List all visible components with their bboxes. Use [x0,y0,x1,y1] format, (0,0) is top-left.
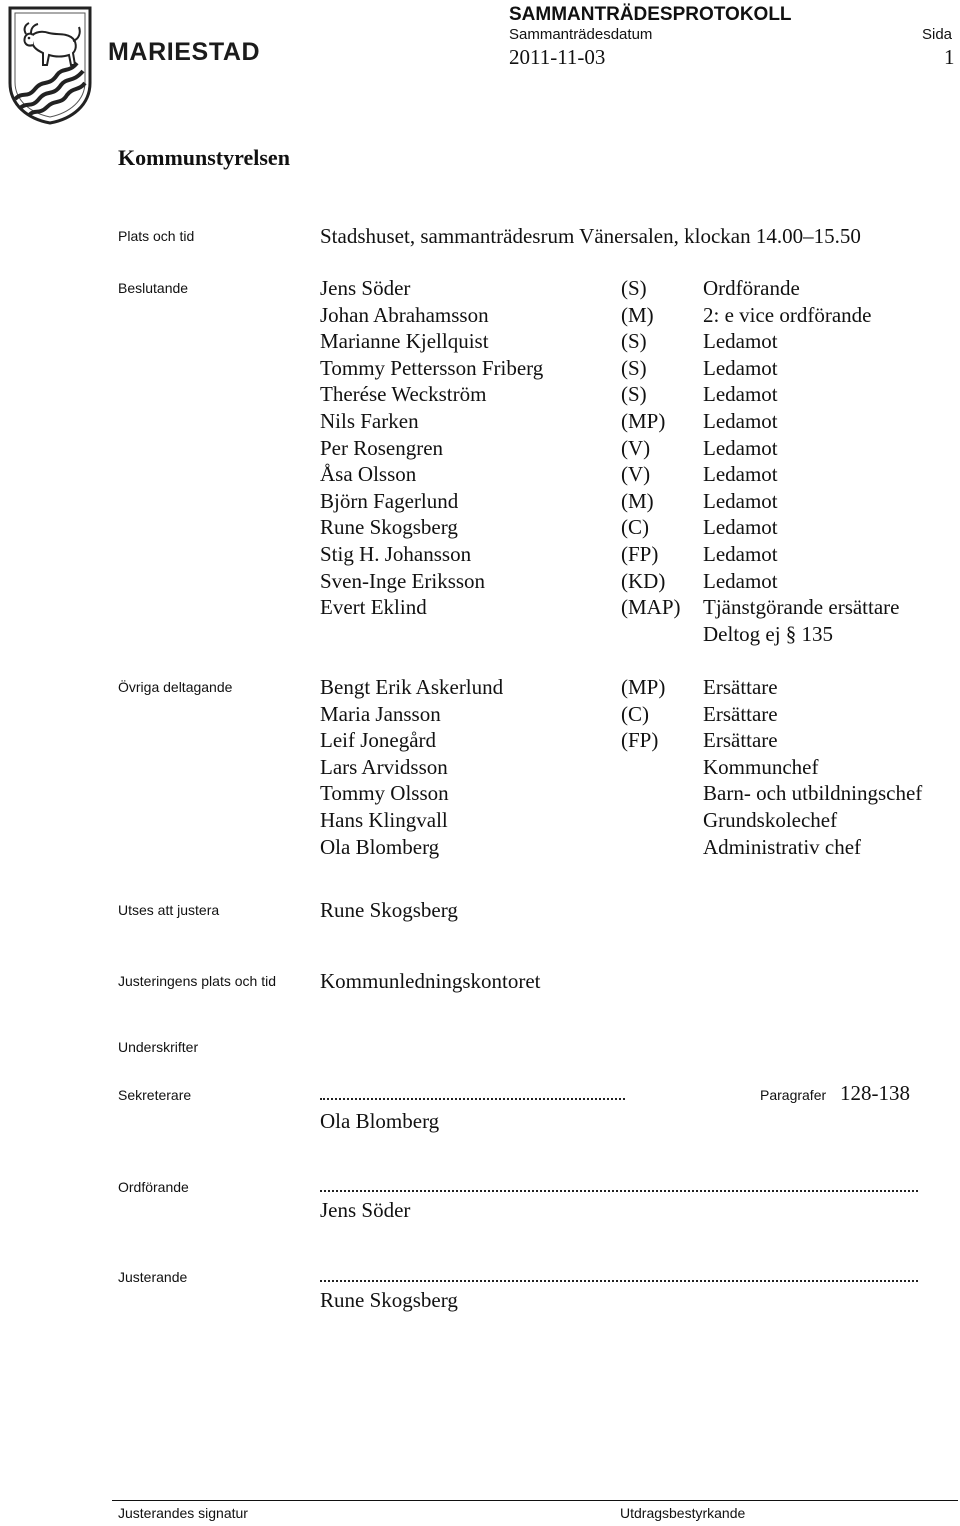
participant-row [320,807,950,834]
participant-row [320,701,950,728]
document-type: SAMMANTRÄDESPROTOKOLL [509,4,792,25]
person-name: Johan Abrahamsson [320,302,489,327]
secretary-label: Sekreterare [118,1087,192,1103]
person-name: Rune Skogsberg [320,515,458,540]
member-row [320,488,950,515]
place-time-value: Stadshuset, sammanträdesrum Vänersalen, klockan 14.00–15.50 [320,224,861,248]
person-name: Stig H. Johansson [320,541,472,566]
person-role: Ersättare [703,701,778,726]
party-code: (FP) [621,541,659,566]
person-role: Deltog ej § 135 [703,621,834,646]
party-code: (MP) [621,675,666,699]
person-role: Ledamot [703,515,778,540]
person-role: Ledamot [703,568,778,593]
person-role: Ledamot [703,435,778,460]
decision-makers-list [320,275,950,647]
chair-signature-line [320,1186,918,1192]
person-name: Sven-Inge Eriksson [320,568,486,593]
member-row [320,541,950,568]
person-name: Therése Weckström [320,382,487,407]
person-name: Maria Jansson [320,701,441,726]
participant-row [320,674,950,701]
person-role: Kommunchef [703,754,819,779]
member-row [320,302,950,329]
member-row [320,594,950,621]
person-role: Barn- och utbildningschef [703,781,923,806]
person-name: Hans Klingvall [320,807,448,832]
footer-certification: Utdragsbestyrkande [620,1505,746,1521]
adjustment-place-label: Justeringens plats och tid [118,973,276,989]
party-code: (FP) [621,728,659,753]
page-title: Kommunstyrelsen [118,145,290,170]
page-number-label: Sida [922,26,953,43]
person-role: Ledamot [703,329,778,354]
person-role: Ledamot [703,541,778,566]
person-name: Björn Fagerlund [320,488,459,513]
party-code: (C) [621,701,649,726]
adjustment-place-value: Kommunledningskontoret [320,969,541,993]
person-name: Ola Blomberg [320,834,440,859]
person-name: Jens Söder [320,276,411,300]
chair-name: Jens Söder [320,1198,411,1222]
party-code: (V) [621,435,651,460]
adjuster-label: Utses att justera [118,902,220,918]
person-role: Ordförande [703,276,800,300]
logo-wordmark: MARIESTAD [108,38,261,66]
member-row [320,461,950,488]
adjuster-signature-label: Justerande [118,1269,188,1285]
party-code: (S) [621,329,647,354]
place-time-label: Plats och tid [118,228,195,244]
member-row [320,514,950,541]
person-name: Evert Eklind [320,595,427,620]
party-code: (MAP) [621,595,681,620]
signatures-heading: Underskrifter [118,1039,199,1055]
member-row [320,621,950,648]
person-role: Ledamot [703,408,778,433]
member-row [320,568,950,595]
person-role: Administrativ chef [703,834,862,859]
participant-row [320,780,950,807]
other-participants-list [320,674,950,860]
person-name: Tommy Olsson [320,781,449,806]
person-name: Leif Jonegård [320,728,437,753]
footer-adjuster-signature: Justerandes signatur [118,1505,248,1521]
member-row [320,435,950,462]
party-code: (S) [621,276,647,300]
party-code: (MP) [621,408,666,433]
party-code: (S) [621,382,647,407]
member-row [320,408,950,435]
person-name: Bengt Erik Askerlund [320,675,504,699]
page-number: 1 [944,45,955,69]
party-code: (S) [621,355,647,380]
party-code: (M) [621,488,654,513]
party-code: (V) [621,462,651,487]
chair-label: Ordförande [118,1179,189,1195]
coat-of-arms-icon [5,3,95,125]
secretary-name: Ola Blomberg [320,1109,440,1133]
person-name: Lars Arvidsson [320,754,448,779]
decision-makers-label: Beslutande [118,280,189,296]
party-code: (KD) [621,568,666,593]
member-row [320,328,950,355]
paragraphs-range: 128-138 [840,1081,910,1105]
person-role: Ledamot [703,488,778,513]
person-name: Per Rosengren [320,435,444,460]
person-role: Ersättare [703,675,778,699]
paragraphs-label: Paragrafer [760,1087,827,1103]
adjuster-value: Rune Skogsberg [320,898,458,922]
person-name: Tommy Pettersson Friberg [320,355,544,380]
participant-row [320,834,950,861]
adjuster-signature-name: Rune Skogsberg [320,1288,458,1312]
participant-row [320,754,950,781]
meeting-date-label: Sammanträdesdatum [509,26,653,43]
member-row [320,355,950,382]
person-role: Ledamot [703,382,778,407]
person-role: Ledamot [703,355,778,380]
adjuster-signature-line [320,1276,918,1282]
party-code: (C) [621,515,649,540]
member-row [320,381,950,408]
person-name: Nils Farken [320,408,419,433]
person-name: Marianne Kjellquist [320,329,489,354]
other-participants-label: Övriga deltagande [118,679,233,695]
meeting-date: 2011-11-03 [509,45,606,69]
person-name: Åsa Olsson [320,462,417,487]
member-row [320,275,950,302]
party-code: (M) [621,302,654,327]
person-role: Ledamot [703,462,778,487]
participant-row [320,727,950,754]
person-role: Ersättare [703,728,778,753]
person-role: Tjänstgörande ersättare [703,595,900,620]
secretary-signature-line [320,1094,625,1100]
person-role: Grundskolechef [703,807,838,832]
person-role: 2: e vice ordförande [703,302,872,327]
